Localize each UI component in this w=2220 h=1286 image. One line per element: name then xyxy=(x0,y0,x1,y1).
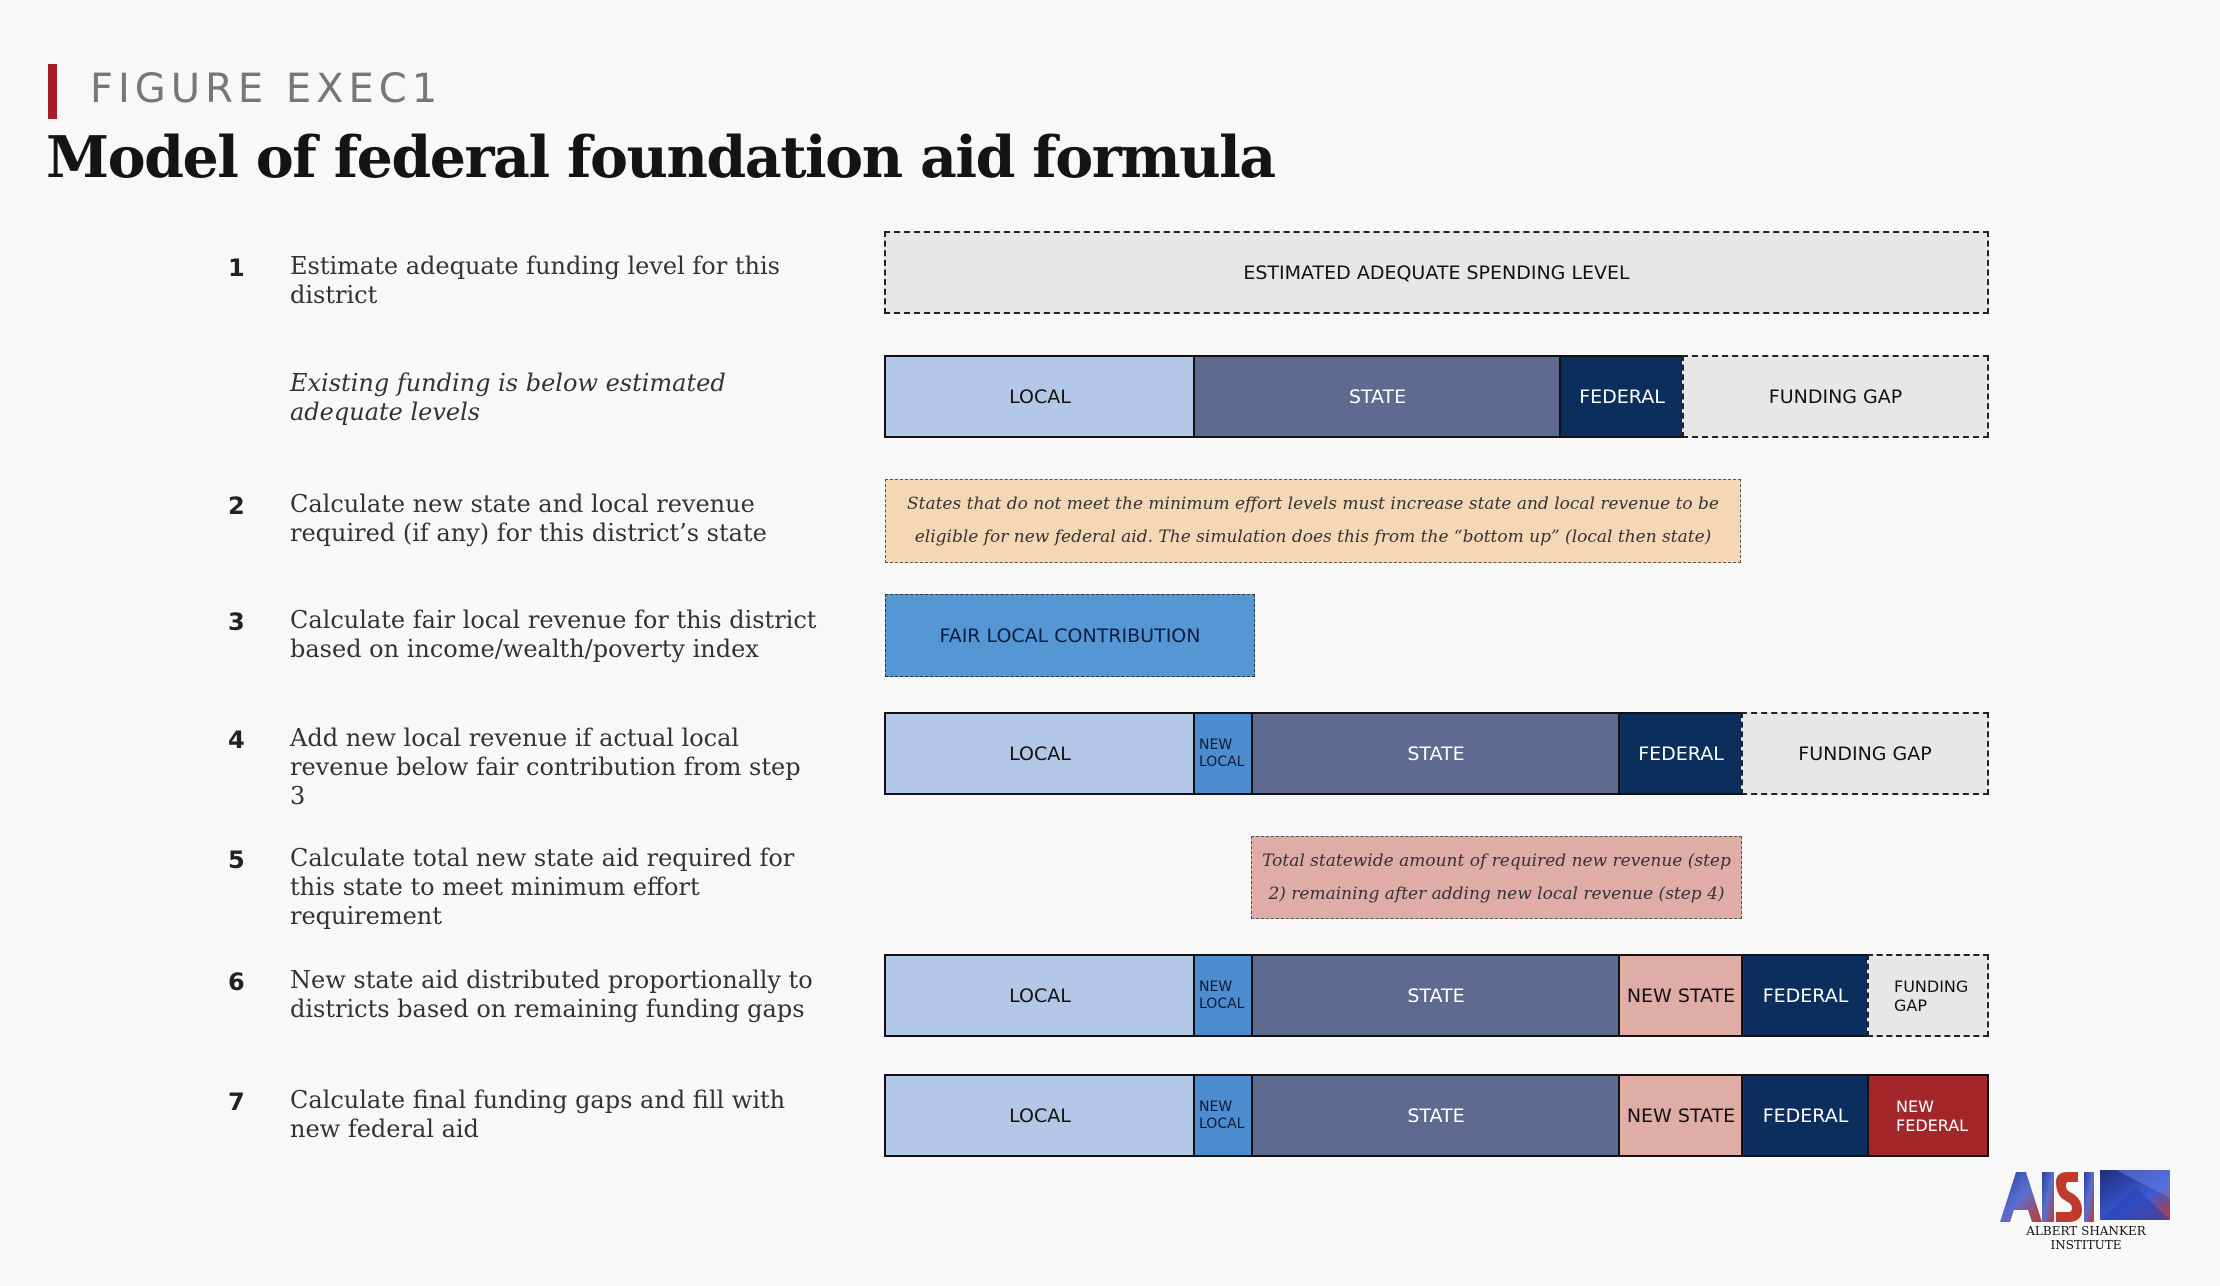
figure-label: FIGURE EXEC1 xyxy=(90,66,443,112)
step-number: 3 xyxy=(228,608,245,636)
segment-federal: FEDERAL xyxy=(1741,954,1868,1037)
segment-new-local: NEW LOCAL xyxy=(1193,712,1252,795)
adequate-spending-box: ESTIMATED ADEQUATE SPENDING LEVEL xyxy=(884,231,1989,314)
step-text: Calculate fair local revenue for this district based on income/wealth/poverty index xyxy=(290,606,817,663)
figure-accent-bar xyxy=(48,64,57,119)
segment-new-federal: NEW FEDERAL xyxy=(1867,1074,1989,1157)
segment-federal: FEDERAL xyxy=(1618,712,1742,795)
segment-new-state: NEW STATE xyxy=(1618,1074,1742,1157)
step-number: 6 xyxy=(228,968,245,996)
segment-local: LOCAL xyxy=(884,1074,1194,1157)
segment-funding-gap: FUNDING GAP xyxy=(1867,954,1989,1037)
segment-new-state: NEW STATE xyxy=(1618,954,1742,1037)
logo-name: ALBERT SHANKER INSTITUTE xyxy=(2026,1224,2146,1252)
step-text: Add new local revenue if actual local revenue below fair contribution from step 3 xyxy=(290,724,801,810)
step-number: 2 xyxy=(228,492,245,520)
segment-state: STATE xyxy=(1251,954,1619,1037)
segment-state: STATE xyxy=(1193,355,1560,438)
step-text: New state aid distributed proportionally to districts based on remaining funding gaps xyxy=(290,966,813,1023)
segment-local: LOCAL xyxy=(884,954,1194,1037)
step-number: 5 xyxy=(228,846,245,874)
segment-local: LOCAL xyxy=(884,355,1194,438)
segment-new-local: NEW LOCAL xyxy=(1193,1074,1252,1157)
segment-state: STATE xyxy=(1251,1074,1619,1157)
step-number: 4 xyxy=(228,726,245,754)
step-text: Calculate new state and local revenue required (if any) for this district’s state xyxy=(290,490,767,547)
segment-federal: FEDERAL xyxy=(1741,1074,1868,1157)
segment-federal: FEDERAL xyxy=(1559,355,1683,438)
step-text: Existing funding is below estimated adequate levels xyxy=(290,369,726,426)
step-text: Estimate adequate funding level for this district xyxy=(290,252,780,309)
step-number: 1 xyxy=(228,254,245,282)
segment-new-local: NEW LOCAL xyxy=(1193,954,1252,1037)
segment-state: STATE xyxy=(1251,712,1619,795)
minimum-effort-note: States that do not meet the minimum effort levels must increase state and local revenue to be eligible for new federal aid. The simulation does this from the “bottom up” (local then state) xyxy=(885,479,1741,563)
segment-local: LOCAL xyxy=(884,712,1194,795)
page-title: Model of federal foundation aid formula xyxy=(46,124,1275,191)
segment-funding-gap: FUNDING GAP xyxy=(1682,355,1989,438)
step-text: Calculate total new state aid required for this state to meet minimum effort requirement xyxy=(290,844,795,930)
segment-funding-gap: FUNDING GAP xyxy=(1741,712,1989,795)
fair-local-contribution-box: FAIR LOCAL CONTRIBUTION xyxy=(885,594,1255,677)
step-number: 7 xyxy=(228,1088,245,1116)
statewide-new-revenue-note: Total statewide amount of required new revenue (step 2) remaining after adding new local revenue (step 4) xyxy=(1251,836,1742,919)
step-text: Calculate final funding gaps and fill with new federal aid xyxy=(290,1086,786,1143)
